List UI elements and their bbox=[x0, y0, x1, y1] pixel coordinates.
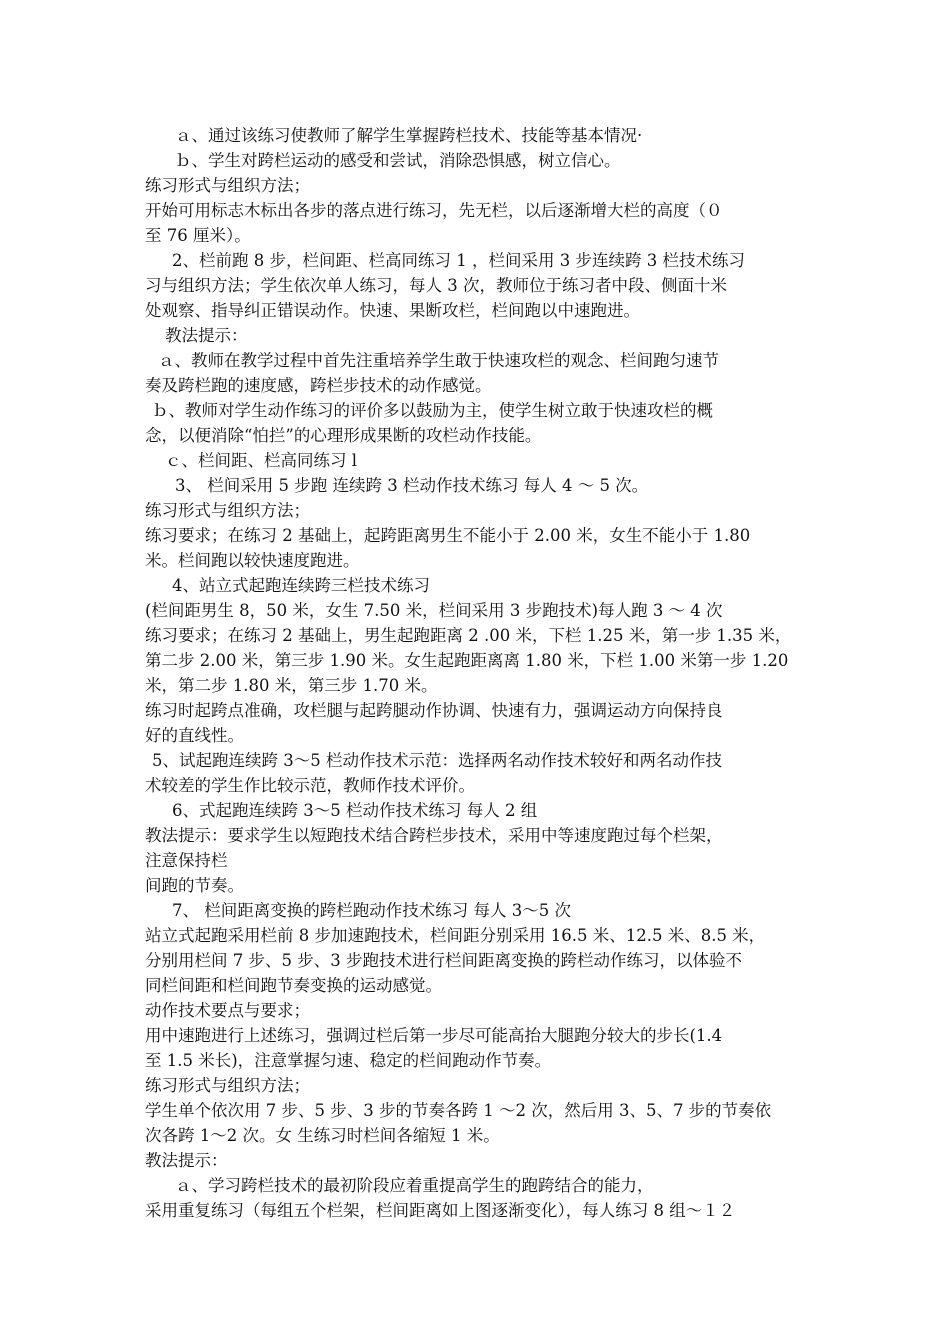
text-line: 分别用栏间 7 步、5 步、3 步跑技术进行栏间距离变换的跨栏动作练习，以体验不 bbox=[145, 951, 742, 970]
text-line: 教法提示： bbox=[165, 326, 248, 345]
text-line: 至 1.5 米长)，注意掌握匀速、稳定的栏间跑动作节奏。 bbox=[145, 1051, 552, 1070]
text-line: 站立式起跑采用栏前 8 步加速跑技术，栏间距分别采用 16.5 米、12.5 米、8.5 米， bbox=[145, 926, 766, 945]
text-line: 间跑的节奏。 bbox=[145, 876, 244, 895]
text-line: 米，第二步 1.80 米，第三步 1.70 米。 bbox=[145, 676, 438, 695]
text-line: ｂ、学生对跨栏运动的感受和尝试，消除恐惧感，树立信心。 bbox=[175, 151, 621, 170]
text-line: 教法提示：要求学生以短跑技术结合跨栏步技术，采用中等速度跑过每个栏架， bbox=[145, 826, 723, 845]
text-line: 注意保持栏 bbox=[145, 851, 228, 870]
text-line: 练习形式与组织方法； bbox=[145, 1076, 310, 1095]
text-line: 练习形式与组织方法； bbox=[145, 501, 310, 520]
text-line: ａ、学习跨栏技术的最初阶段应着重提高学生的跑跨结合的能力， bbox=[175, 1176, 654, 1195]
text-line: 采用重复练习（每组五个栏架，栏间距离如上图逐渐变化），每人练习 8 组～１２ bbox=[145, 1201, 736, 1220]
text-line: 练习要求；在练习 2 基础上，起跨距离男生不能小于 2.00 米，女生不能小于 1.80 bbox=[145, 526, 751, 545]
text-line: 6、式起跑连续跨 3～5 栏动作技术练习 每人 2 组 bbox=[172, 801, 538, 820]
text-line: 4、站立式起跑连续跨三栏技术练习 bbox=[172, 576, 430, 595]
text-line: 2、栏前跑 8 步，栏间距、栏高同练习 1 ，栏间采用 3 步连续跨 3 栏技术练习 bbox=[172, 251, 745, 270]
text-line: 练习时起跨点准确，攻栏腿与起跨腿动作协调、快速有力，强调运动方向保持良 bbox=[145, 701, 723, 720]
text-line: 学生单个依次用 7 步、5 步、3 步的节奏各跨 1 ～2 次，然后用 3、5、7 步的节奏依 bbox=[145, 1101, 772, 1120]
text-line: 练习形式与组织方法； bbox=[145, 176, 310, 195]
text-line: ｂ、教师对学生动作练习的评价多以鼓励为主，使学生树立敢于快速攻栏的概 bbox=[152, 401, 713, 420]
text-line: ａ、教师在教学过程中首先注重培养学生敢于快速攻栏的观念、栏间跑匀速节 bbox=[158, 351, 719, 370]
text-line: 7、 栏间距离变换的跨栏跑动作技术练习 每人 3～5 次 bbox=[172, 901, 571, 920]
text-line: 次各跨 1～2 次。女 生练习时栏间各缩短 1 米。 bbox=[145, 1126, 500, 1145]
text-line: 开始可用标志木标出各步的落点进行练习，先无栏，以后逐渐增大栏的高度（０ bbox=[145, 201, 723, 220]
text-line: 5、试起跑连续跨 3～5 栏动作技术示范：选择两名动作技术较好和两名动作技 bbox=[152, 751, 722, 770]
text-line: 奏及跨栏跑的速度感，跨栏步技术的动作感觉。 bbox=[145, 376, 492, 395]
text-line: (栏间距男生 8，50 米，女生 7.50 米，栏间采用 3 步跑技术)每人跑 3 ～ 4 次 bbox=[145, 601, 723, 620]
text-line: 第二步 2.00 米，第三步 1.90 米。女生起跑距离离 1.80 米，下栏 1.00 米第一步 1.20 bbox=[145, 651, 789, 670]
text-line: 3、 栏间采用 5 步跑 连续跨 3 栏动作技术练习 每人 4 ～ 5 次。 bbox=[175, 476, 649, 495]
text-line: 处观察、指导纠正错误动作。快速、果断攻栏，栏间跑以中速跑进。 bbox=[145, 301, 640, 320]
text-line: 教法提示： bbox=[145, 1151, 228, 1170]
text-line: 米。栏间跑以较快速度跑进。 bbox=[145, 551, 360, 570]
text-line: 念，以便消除“怕拦”的心理形成果断的攻栏动作技能。 bbox=[145, 426, 542, 445]
text-line: ａ、通过该练习使教师了解学生掌握跨栏技术、技能等基本情况· bbox=[175, 126, 643, 145]
text-line: 练习要求；在练习 2 基础上，男生起跑距离 2 .00 米，下栏 1.25 米，第一步 1.35 米， bbox=[145, 626, 792, 645]
text-line: 好的直线性。 bbox=[145, 726, 244, 745]
text-line: 习与组织方法；学生依次单人练习，每人 3 次，教师位于练习者中段、侧面十米 bbox=[145, 276, 727, 295]
text-line: 术较差的学生作比较示范，教师作技术评价。 bbox=[145, 776, 475, 795]
text-line: 动作技术要点与要求； bbox=[145, 1001, 310, 1020]
text-line: ｃ、栏间距、栏高同练习 l bbox=[165, 451, 358, 470]
text-line: 用中速跑进行上述练习，强调过栏后第一步尽可能高抬大腿跑分较大的步长(1.4 bbox=[145, 1026, 723, 1045]
text-line: 至 76 厘米）。 bbox=[145, 226, 251, 245]
text-line: 同栏间距和栏间跑节奏变换的运动感觉。 bbox=[145, 976, 442, 995]
